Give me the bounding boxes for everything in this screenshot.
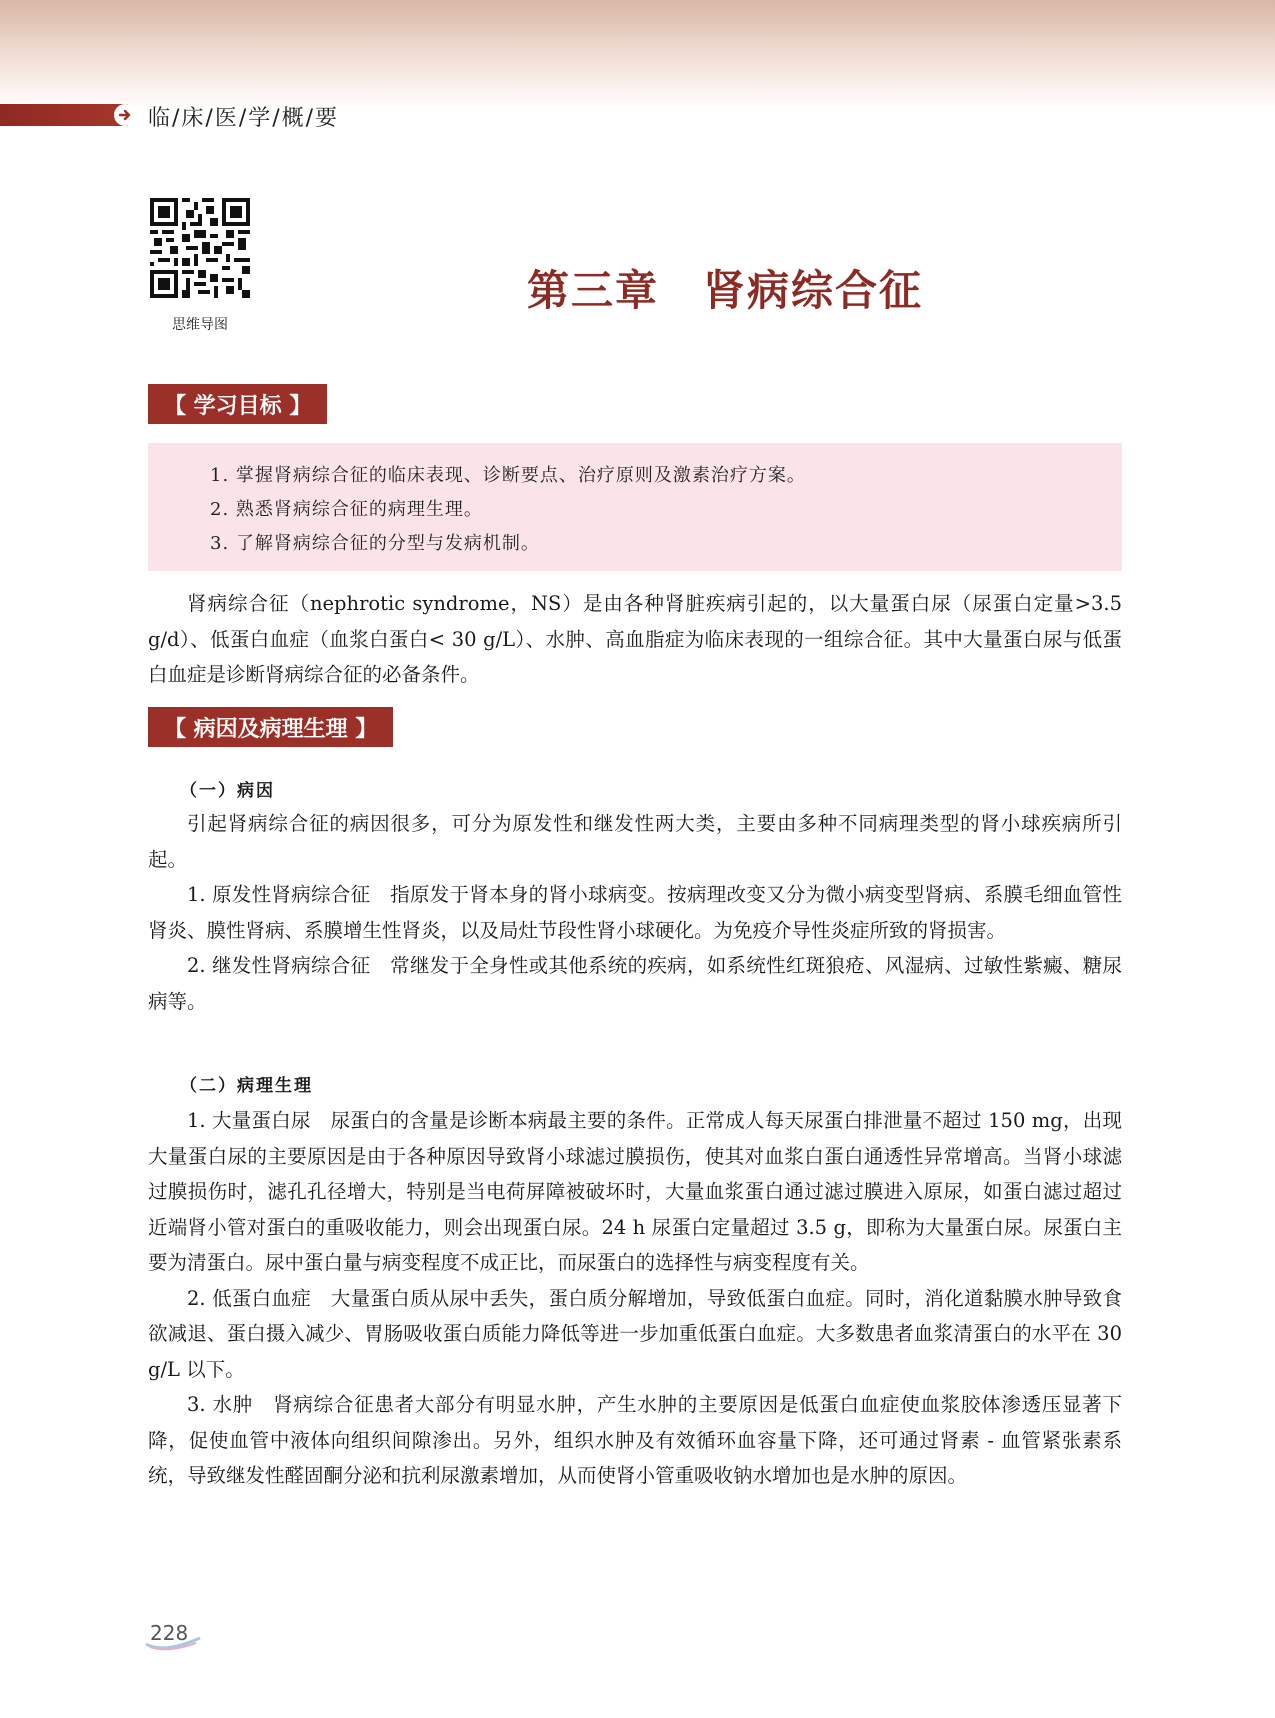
chapter-title: 第三章 肾病综合征 <box>526 266 923 315</box>
etiology-paragraph: 1. 原发性肾病综合征 指原发于肾本身的肾小球病变。按病理改变又分为微小病变型肾病、系膜毛细血管性肾炎、膜性肾病、系膜增生性肾炎，以及局灶节段性肾小球硬化。为免疫介导性炎症所致的肾损害。 <box>148 883 1122 942</box>
objective-item: 1. 掌握肾病综合征的临床表现、诊断要点、治疗原则及激素治疗方案。 <box>210 465 806 486</box>
qr-caption: 思维导图 <box>172 317 228 333</box>
etiology-paragraph: 引起肾病综合征的病因很多，可分为原发性和继发性两大类，主要由多种不同病理类型的肾小球疾病所引起。 <box>148 812 1122 871</box>
etiology-section-label: 【 病因及病理生理 】 <box>148 707 393 747</box>
pathophysiology-paragraph-block <box>148 1103 1122 1494</box>
pathophysiology-paragraph: 3. 水肿 肾病综合征患者大部分有明显水肿，产生水肿的主要原因是低蛋白血症使血浆胶体渗透压显著下降，促使血管中液体向组织间隙渗出。另外，组织水肿及有效循环血容量下降，还可通过肾素 - 血管紧张素系统，导致继发性醛固酮分泌和抗利尿激素增加，从而使肾小管重吸收钠水增加也是水肿的原因。 <box>148 1393 1122 1487</box>
etiology-heading: （一）病因 <box>180 781 275 801</box>
top-gradient-banner <box>0 0 1275 110</box>
header-accent-bar <box>0 104 128 126</box>
objective-item: 2. 熟悉肾病综合征的病理生理。 <box>210 499 483 520</box>
objectives-section-label: 【 学习目标 】 <box>148 384 327 424</box>
objectives-box <box>148 443 1122 571</box>
intro-paragraph-block <box>148 586 1122 693</box>
page-number: 228 <box>150 1621 189 1645</box>
objective-item: 3. 了解肾病综合征的分型与发病机制。 <box>210 533 540 554</box>
running-title: 临/床/医/学/概/要 <box>148 106 340 131</box>
pathophysiology-heading: （二）病理生理 <box>180 1076 313 1096</box>
etiology-paragraph-block <box>148 806 1122 1019</box>
pathophysiology-paragraph: 1. 大量蛋白尿 尿蛋白的含量是诊断本病最主要的条件。正常成人每天尿蛋白排泄量不超过 150 mg，出现大量蛋白尿的主要原因是由于各种原因导致肾小球滤过膜损伤，使其对血浆白蛋白通透性异常增高。当肾小球滤过膜损伤时，滤孔孔径增大，特别是当电荷屏障被破坏时，大量血浆蛋白通过滤过膜进入原尿，如蛋白滤过超过近端肾小管对蛋白的重吸收能力，则会出现蛋白尿。24 h 尿蛋白定量超过 3.5 g，即称为大量蛋白尿。尿蛋白主要为清蛋白。尿中蛋白量与病变程度不成正比，而尿蛋白的选择性与病变程度有关。 <box>148 1109 1122 1274</box>
pathophysiology-paragraph: 2. 低蛋白血症 大量蛋白质从尿中丢失，蛋白质分解增加，导致低蛋白血症。同时，消化道黏膜水肿导致食欲减退、蛋白摄入减少、胃肠吸收蛋白质能力降低等进一步加重低蛋白血症。大多数患者血浆清蛋白的水平在 30 g/L 以下。 <box>148 1286 1122 1381</box>
arrow-right-circle-icon <box>114 104 136 126</box>
etiology-paragraph: 2. 继发性肾病综合征 常继发于全身性或其他系统的疾病，如系统性红斑狼疮、风湿病、过敏性紫癜、糖尿病等。 <box>148 954 1122 1013</box>
intro-paragraph: 肾病综合征（nephrotic syndrome，NS）是由各种肾脏疾病引起的，以大量蛋白尿（尿蛋白定量>3.5 g/d）、低蛋白血症（血浆白蛋白< 30 g/L）、水肿、高血脂症为临床表现的一组综合征。其中大量蛋白尿与低蛋白血症是诊断肾病综合征的必备条件。 <box>148 592 1122 686</box>
qr-code-icon <box>150 198 250 298</box>
